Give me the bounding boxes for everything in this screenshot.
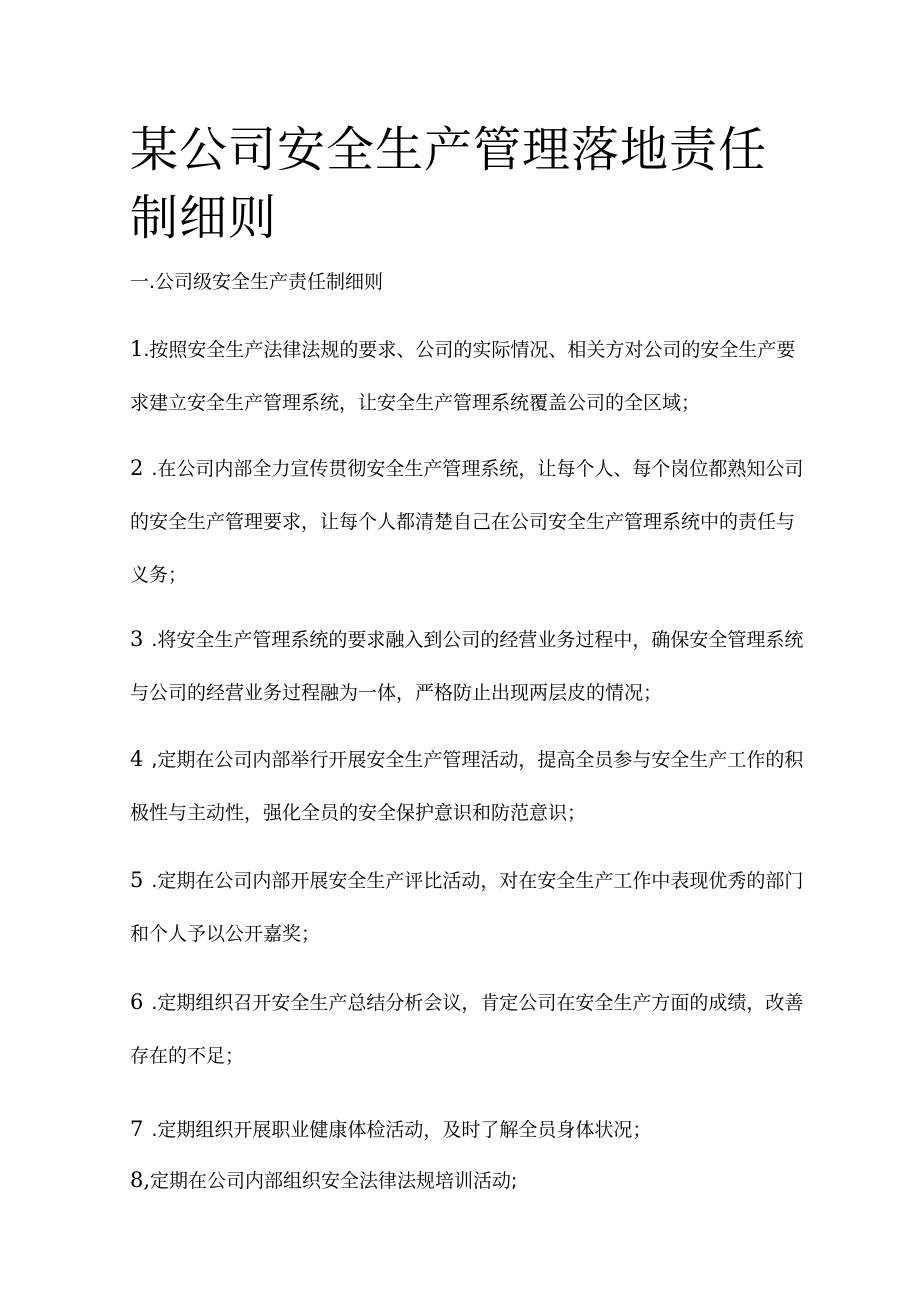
- item-text: 定期在公司内部组织安全法律法规培训活动;: [150, 1170, 518, 1192]
- item-text: .定期组织召开安全生产总结分析会议，肯定公司在安全生产方面的成绩，改善存在的不足；: [130, 992, 804, 1067]
- list-item: [130, 613, 810, 720]
- item-text: .将安全生产管理系统的要求融入到公司的经营业务过程中，确保安全管理系统与公司的经营业务过程融为一体，严格防止出现两层皮的情况；: [130, 629, 804, 704]
- document-title: 某公司安全生产管理落地责任制细则: [130, 122, 768, 246]
- item-number: 4: [130, 747, 144, 771]
- item-text: .在公司内部全力宣传贯彻安全生产管理系统，让每个人、每个岗位都熟知公司的安全生产管理要求，让每个人都清楚自己在公司安全生产管理系统中的责任与义务；: [130, 458, 804, 586]
- item-number: 1: [130, 337, 144, 361]
- item-text: .按照安全生产法律法规的要求、公司的实际情况、相关方对公司的安全生产要求建立安全生产管理系统，让安全生产管理系统覆盖公司的全区域；: [130, 339, 796, 414]
- list-item: [130, 1103, 810, 1157]
- item-text: .定期组织开展职业健康体检活动，及时了解全员身体状况；: [151, 1119, 652, 1141]
- item-number: 7: [130, 1117, 144, 1141]
- item-number: 6: [130, 990, 144, 1014]
- section-heading: 一.公司级安全生产责任制细则: [130, 271, 384, 293]
- list-item: [130, 733, 810, 840]
- list-item: [130, 442, 810, 602]
- item-number: 8,: [130, 1168, 151, 1192]
- item-number: 5: [130, 868, 144, 892]
- item-text: .定期在公司内部开展安全生产评比活动，对在安全生产工作中表现优秀的部门和个人予以公开嘉奖；: [130, 870, 804, 945]
- list-item: [130, 1154, 810, 1208]
- list-item: [130, 323, 810, 430]
- item-number: 2: [130, 456, 144, 480]
- list-item: [130, 854, 810, 961]
- item-text: ,定期在公司内部举行开展安全生产管理活动，提高全员参与安全生产工作的积极性与主动性，强化全员的安全保护意识和防范意识；: [130, 749, 804, 824]
- list-item: [130, 976, 810, 1083]
- item-number: 3: [130, 627, 144, 651]
